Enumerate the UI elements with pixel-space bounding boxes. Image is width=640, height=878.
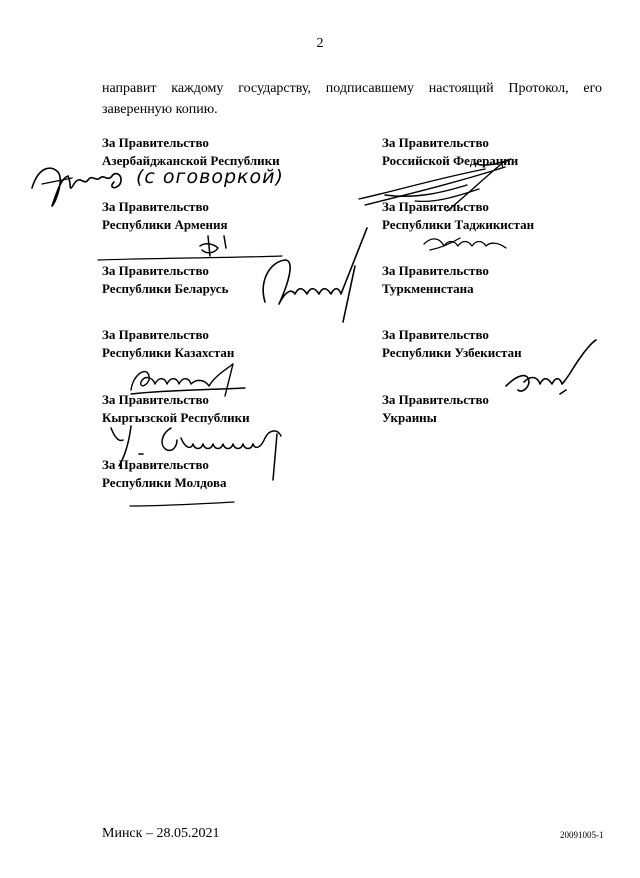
moldova-signature-icon xyxy=(128,498,238,512)
footer-document-code: 20091005-1 xyxy=(560,830,604,840)
signatory-armenia-line2: Республики Армения xyxy=(102,217,228,232)
signatory-azerbaijan-line1: За Правительство xyxy=(102,135,209,150)
belarus-signature-icon xyxy=(255,222,375,332)
footer-place-date: Минск – 28.05.2021 xyxy=(102,826,220,841)
signatory-kyrgyzstan-line1: За Правительство xyxy=(102,392,209,407)
signatory-kyrgyzstan-line2: Кыргызской Республики xyxy=(102,410,250,425)
signatory-uzbekistan-line1: За Правительство xyxy=(382,327,489,342)
signatory-ukraine xyxy=(382,391,489,427)
signatory-ukraine-line2: Украины xyxy=(382,410,437,425)
signatory-ukraine-line1: За Правительство xyxy=(382,392,489,407)
kyrgyzstan-signature-icon xyxy=(105,418,295,488)
signatory-uzbekistan-line2: Республики Узбекистан xyxy=(382,345,522,360)
signatory-belarus xyxy=(102,262,228,298)
intro-line-1: направит каждому государству, подписавшему настоящий Протокол, его xyxy=(102,81,602,96)
russia-signature-icon xyxy=(355,155,530,217)
signatory-belarus-line2: Республики Беларусь xyxy=(102,281,229,296)
azerbaijan-reservation-note: (с оговоркой) xyxy=(136,166,284,188)
azerbaijan-signature-icon xyxy=(28,158,138,210)
signatory-kazakhstan-line2: Республики Казахстан xyxy=(102,345,235,360)
signatory-russia-line1: За Правительство xyxy=(382,135,489,150)
signatory-moldova-line2: Республики Молдова xyxy=(102,475,227,490)
signatory-turkmenistan-line2: Туркменистана xyxy=(382,281,474,296)
signatory-russia-line2: Российской Федерации xyxy=(382,153,519,168)
uzbekistan-signature-icon xyxy=(502,338,602,408)
intro-paragraph xyxy=(102,78,602,120)
signatory-azerbaijan-line2: Азербайджанской Республики xyxy=(102,153,280,168)
signatory-turkmenistan-line1: За Правительство xyxy=(382,263,489,278)
signatory-moldova-line1: За Правительство xyxy=(102,457,209,472)
signatory-kazakhstan-line1: За Правительство xyxy=(102,327,209,342)
signatory-tajikistan-line2: Республики Таджикистан xyxy=(382,217,535,232)
signatory-uzbekistan xyxy=(382,326,522,362)
signatory-kazakhstan xyxy=(102,326,234,362)
signatory-belarus-line1: За Правительство xyxy=(102,263,209,278)
signatory-armenia-line1: За Правительство xyxy=(102,199,209,214)
signatory-turkmenistan xyxy=(382,262,489,298)
tajikistan-signature-icon xyxy=(420,230,510,260)
page-number: 2 xyxy=(316,36,324,51)
kazakhstan-signature-icon xyxy=(125,360,255,400)
intro-line-2: заверенную копию. xyxy=(102,102,218,117)
signatory-tajikistan-line1: За Правительство xyxy=(382,199,489,214)
